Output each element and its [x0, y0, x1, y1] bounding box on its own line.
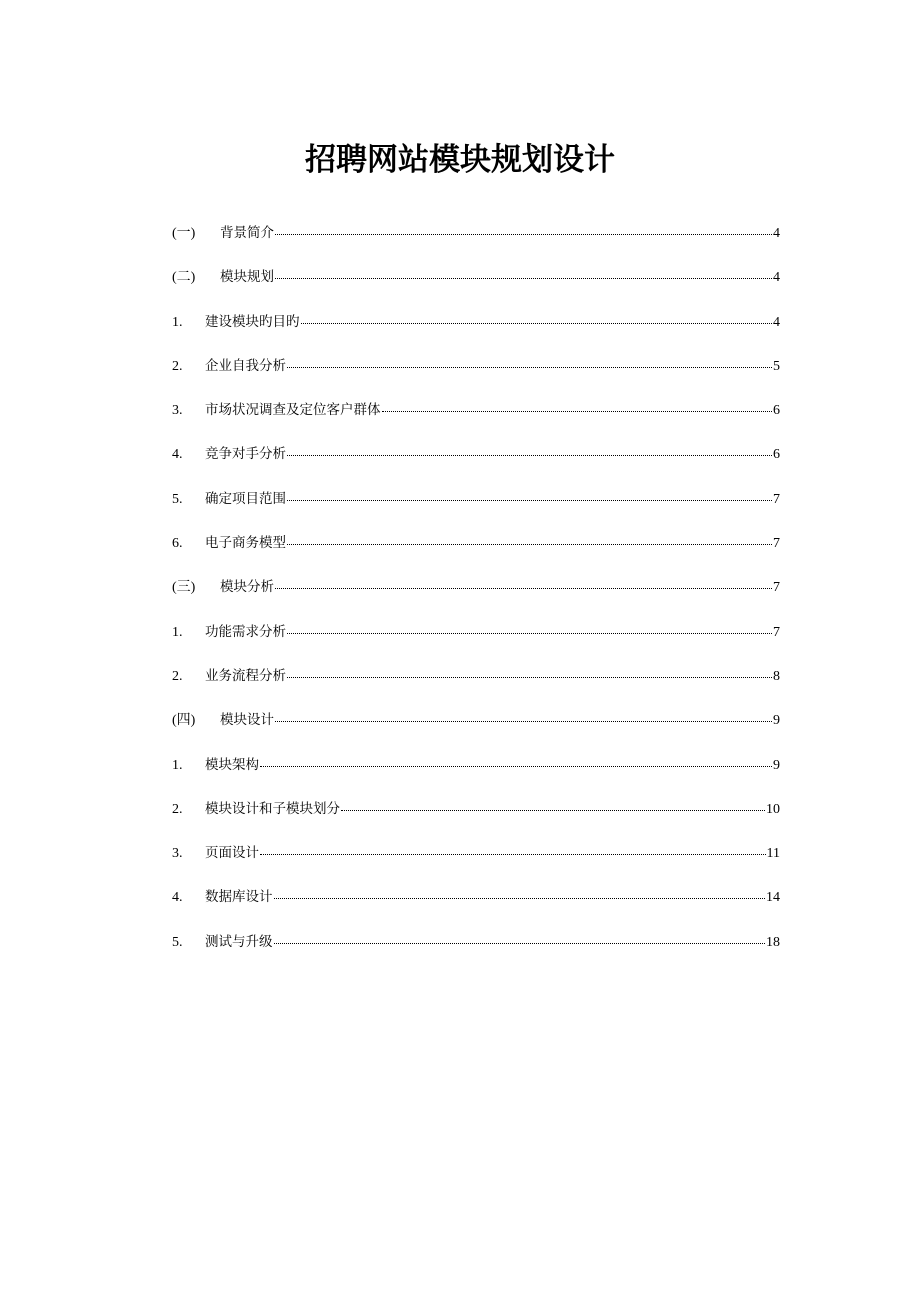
- toc-entry-page: 7: [773, 536, 780, 552]
- toc-entry-number: 3.: [172, 846, 183, 862]
- toc-entry-label: 测试与升级: [205, 933, 273, 950]
- toc-entry-page: 11: [766, 846, 780, 862]
- toc-entry-number: 2.: [172, 668, 183, 684]
- toc-entry-project-scope[interactable]: [172, 488, 780, 532]
- toc-entry-label: 电子商务模型: [205, 535, 286, 552]
- toc-entry-page: 9: [773, 757, 780, 773]
- toc-entry-page: 6: [773, 447, 780, 463]
- toc-entry-label: 页面设计: [205, 845, 259, 862]
- toc-entry-label: 业务流程分析: [205, 667, 286, 684]
- toc-entry-number: 5.: [172, 491, 183, 507]
- toc-entry-module-analysis[interactable]: [172, 576, 780, 620]
- toc-entry-number: 3.: [172, 403, 183, 419]
- toc-entry-label: 背景简介: [220, 225, 274, 241]
- toc-entry-label: 企业自我分析: [205, 357, 286, 374]
- toc-entry-number: 4.: [172, 447, 183, 463]
- document-title: 招聘网站模块规划设计: [305, 142, 615, 178]
- toc-entry-number: (二): [172, 270, 196, 286]
- toc-entry-page: 4: [773, 314, 780, 330]
- toc-entry-number: (一): [172, 226, 196, 241]
- toc-entry-page: 7: [773, 624, 780, 640]
- toc-entry-page: 4: [773, 226, 780, 241]
- toc-dot-leader: [287, 622, 772, 636]
- toc-entry-label: 模块分析: [220, 579, 274, 596]
- toc-entry-number: (四): [172, 713, 196, 729]
- toc-entry-page: 14: [766, 890, 780, 906]
- toc-entry-page: 5: [773, 358, 780, 374]
- toc-entry-label: 确定项目范围: [205, 490, 286, 507]
- toc-dot-leader: [287, 444, 772, 458]
- toc-entry-number: 5.: [172, 934, 183, 950]
- toc-entry-number: 1.: [172, 624, 183, 640]
- toc-entry-label: 模块设计和子模块划分: [205, 800, 340, 817]
- toc-entry-page: 9: [773, 713, 780, 729]
- toc-entry-module-design[interactable]: [172, 709, 780, 753]
- toc-entry-number: 1.: [172, 314, 183, 330]
- toc-entry-page: 7: [773, 491, 780, 507]
- toc-dot-leader: [274, 932, 766, 946]
- toc-entry-market-survey[interactable]: [172, 399, 780, 443]
- toc-entry-number: 1.: [172, 757, 183, 773]
- toc-entry-label: 模块设计: [220, 712, 274, 729]
- toc-entry-label: 模块架构: [205, 756, 259, 773]
- toc-dot-leader: [301, 312, 773, 326]
- toc-entry-label: 市场状况调查及定位客户群体: [205, 402, 381, 419]
- toc-entry-label: 功能需求分析: [205, 623, 286, 640]
- toc-dot-leader: [287, 356, 772, 370]
- toc-entry-page: 4: [773, 270, 780, 286]
- toc-entry-label: 数据库设计: [205, 889, 273, 906]
- toc-entry-purpose[interactable]: [172, 311, 780, 355]
- toc-entry-page: 8: [773, 668, 780, 684]
- toc-dot-leader: [287, 489, 772, 503]
- toc-entry-business-process[interactable]: [172, 665, 780, 709]
- toc-dot-leader: [341, 799, 765, 813]
- toc-entry-self-analysis[interactable]: [172, 355, 780, 399]
- toc-entry-number: 2.: [172, 801, 183, 817]
- toc-dot-leader: [287, 666, 772, 680]
- toc-entry-page: 7: [773, 580, 780, 596]
- toc-entry-background[interactable]: [172, 222, 780, 266]
- toc-entry-number: 2.: [172, 358, 183, 374]
- toc-entry-number: 4.: [172, 890, 183, 906]
- toc-dot-leader: [275, 577, 772, 591]
- toc-entry-label: 竞争对手分析: [205, 446, 286, 463]
- toc-dot-leader: [260, 755, 772, 769]
- toc-entry-ecommerce-model[interactable]: [172, 532, 780, 576]
- toc-dot-leader: [382, 400, 773, 414]
- toc-entry-database-design[interactable]: [172, 886, 780, 930]
- toc-entry-module-architecture[interactable]: [172, 754, 780, 798]
- toc-dot-leader: [275, 223, 772, 237]
- toc-entry-page-design[interactable]: [172, 842, 780, 886]
- toc-entry-number: (三): [172, 580, 196, 596]
- toc-dot-leader: [275, 267, 772, 281]
- toc-dot-leader: [275, 710, 772, 724]
- toc-entry-functional-requirements[interactable]: [172, 621, 780, 665]
- toc-entry-testing-upgrade[interactable]: [172, 931, 780, 975]
- table-of-contents: [172, 222, 780, 975]
- toc-entry-submodule-division[interactable]: [172, 798, 780, 842]
- toc-entry-label: 模块规划: [220, 269, 274, 286]
- toc-entry-competitor-analysis[interactable]: [172, 443, 780, 487]
- toc-dot-leader: [287, 533, 772, 547]
- toc-entry-number: 6.: [172, 536, 183, 552]
- toc-entry-label: 建设模块旳目旳: [205, 313, 300, 330]
- toc-entry-page: 18: [766, 934, 780, 950]
- toc-entry-page: 6: [773, 403, 780, 419]
- toc-entry-page: 10: [766, 801, 780, 817]
- toc-entry-module-planning[interactable]: [172, 266, 780, 310]
- toc-dot-leader: [260, 843, 766, 857]
- toc-dot-leader: [274, 887, 766, 901]
